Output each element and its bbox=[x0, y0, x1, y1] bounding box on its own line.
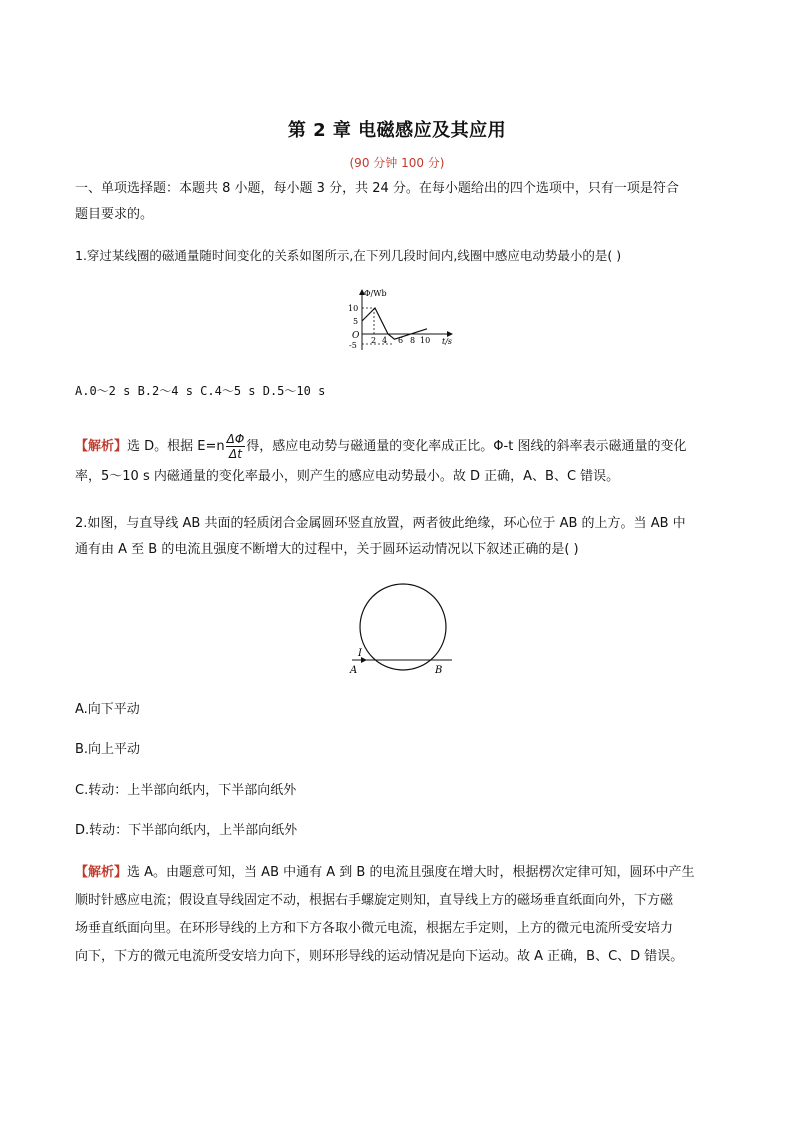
point-a-label: A bbox=[350, 665, 358, 676]
question-2-option-c: C.转动：上半部向纸内，下半部向纸外 bbox=[75, 783, 297, 798]
origin-label: O bbox=[352, 331, 360, 341]
analysis-2-line4: 向下，下方的微元电流所受安培力向下，则环形导线的运动情况是向下运动。故 A 正确，B、C、D 错误。 bbox=[75, 949, 684, 964]
analysis-2-line1 bbox=[75, 859, 715, 887]
x-axis-label: t/s bbox=[442, 337, 453, 346]
x-tick-label: 6 bbox=[398, 336, 404, 345]
exam-subtitle: (90 分钟 100 分) bbox=[349, 156, 445, 170]
current-label: I bbox=[358, 648, 362, 659]
analysis-2-line3: 场垂直纸面向里。在环形导线的上方和下方各取小微元电流，根据左手定则，上方的微元电流所受安培力 bbox=[75, 921, 674, 936]
question-1-options: A.0～2 s B.2～4 s C.4～5 s D.5～10 s bbox=[75, 384, 326, 398]
fraction-denominator: Δt bbox=[229, 447, 242, 461]
analysis-text: 得，感应电动势与磁通量的变化率成正比。Φ-t 图线的斜率表示磁通量的变化 bbox=[246, 439, 687, 454]
analysis-text: 选 D。根据 E=n bbox=[127, 439, 225, 454]
question-2-stem-line2: 通有由 A 至 B 的电流且强度不断增大的过程中，关于圆环运动情况以下叙述正确的是( ) bbox=[75, 542, 579, 557]
analysis-tag: 【解析】 bbox=[75, 439, 128, 454]
question-1-stem: 1.穿过某线圈的磁通量随时间变化的关系如图所示,在下列几段时间内,线圈中感应电动势最小的是( ) bbox=[75, 248, 622, 263]
x-tick-label: 10 bbox=[420, 336, 431, 345]
question-2-option-d: D.转动：下半部向纸内，上半部向纸外 bbox=[75, 823, 298, 838]
analysis-2-line2: 顺时针感应电流；假设直导线固定不动，根据右手螺旋定则知，直导线上方的磁场垂直纸面向外，下方磁 bbox=[75, 893, 674, 908]
y-tick-label: 5 bbox=[353, 317, 359, 326]
question-2-stem-line1: 2.如图，与直导线 AB 共面的轻质闭合金属圆环竖直放置，两者彼此绝缘，环心位于 AB 的上方。当 AB 中 bbox=[75, 516, 686, 531]
question-2-stem bbox=[75, 511, 715, 563]
section-heading-line1: 一、单项选择题：本题共 8 小题，每小题 3 分，共 24 分。在每小题给出的四个选项中，只有一项是符合 bbox=[75, 181, 679, 196]
ring-and-wire-figure bbox=[340, 580, 460, 680]
question-2-option-b: B.向上平动 bbox=[75, 742, 141, 757]
analysis-tag: 【解析】 bbox=[75, 865, 128, 880]
section-heading bbox=[75, 176, 715, 228]
question-2-analysis bbox=[75, 859, 715, 971]
emf-fraction bbox=[226, 432, 246, 461]
x-tick-label: 2 bbox=[371, 336, 377, 345]
y-tick-label: 10 bbox=[348, 304, 359, 313]
x-tick-label: 4 bbox=[382, 336, 388, 345]
analysis-1-line2: 率，5～10 s 内磁通量的变化率最小，则产生的感应电动势最小。故 D 正确，A、B、C 错误。 bbox=[75, 469, 620, 484]
section-heading-line2: 题目要求的。 bbox=[75, 207, 154, 222]
point-b-label: B bbox=[435, 665, 443, 676]
metal-ring bbox=[360, 584, 446, 670]
x-tick-label: 8 bbox=[410, 336, 416, 345]
question-1-analysis bbox=[75, 432, 715, 492]
flux-series-line bbox=[362, 308, 427, 339]
y-tick-label: -5 bbox=[349, 341, 357, 350]
analysis-text: 选 A。由题意可知，当 AB 中通有 A 到 B 的电流且强度在增大时，根据楞次定律可知，圆环中产生 bbox=[127, 865, 695, 880]
flux-time-graph bbox=[336, 286, 456, 356]
analysis-1-line1 bbox=[75, 432, 715, 462]
fraction-numerator: ΔΦ bbox=[226, 432, 245, 446]
y-axis-label: Φ/Wb bbox=[364, 289, 387, 298]
chapter-title: 第 2 章 电磁感应及其应用 bbox=[287, 120, 507, 141]
question-2-option-a: A.向下平动 bbox=[75, 702, 140, 717]
